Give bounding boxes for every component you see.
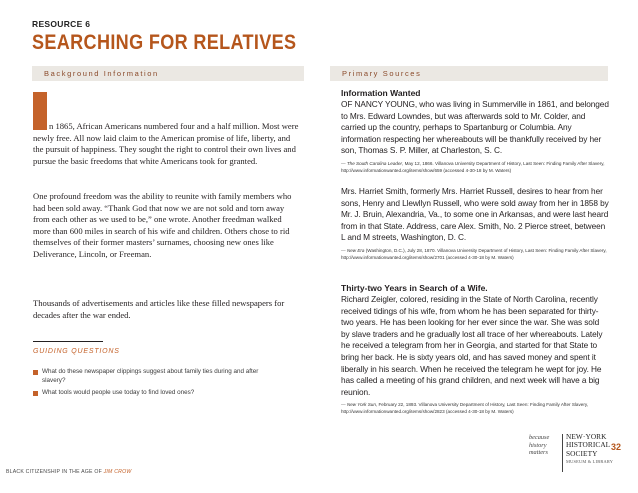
source-text: Richard Zeigler, colored, residing in the State of North Carolina, recently received tidings of his wife, from whom he has been separated for thirty-two years. He has been looking for her ever since the war. She was sold by slave traders and he gradually lost all trace of her whereabouts. Lately he received a telegram from her in Georgia, and started for that State to bring her back. He is sixty years old, and has saved money and spent it liberally in his search. When he received the telegram he wept for joy. He has called a meeting of his grand children, and next week will have a big reunion.	[341, 294, 603, 397]
background-information-header: Background Information	[32, 66, 304, 81]
advertisements-paragraph: Thousands of advertisements and articles like these filled newspapers for decades after the war ended.	[33, 298, 285, 320]
source-zeigler	[341, 283, 609, 416]
reunion-paragraph: One profound freedom was the ability to reunite with family members who had been sold away. “Thank God that now we are not sold and torn away from each other as we used to be,” one wrote. Another freedman walked more than 600 miles in search of his wife and children. Others chose to rid themselves of their former masters’ surnames, choosing new ones like Deliverance, Lincoln, or Freeman.	[33, 191, 292, 259]
source-heading: Information Wanted	[341, 88, 421, 98]
divider	[33, 341, 103, 342]
guiding-questions-title: GUIDING QUESTIONS	[33, 348, 120, 355]
source-text: OF NANCY YOUNG, who was living in Summerville in 1861, and belonged to Mrs. Edward Lowndes, but was afterwards sold to Mr. Colder, and carried up the country, perhaps to Spartanburg or Columbia. Any information respecting her whereabouts will be thankfully received by her son, Thomas S. P. Miller, at Charleston, S. C.	[341, 99, 609, 156]
source-smith	[341, 186, 609, 262]
intro-paragraph: I n 1865, African Americans numbered four and a half million. Most were newly free. All now laid claim to the American promise of life, liberty, and the pursuit of happiness. They sought the right to control their own lives and pursue the basic freedoms that white Americans took for granted.	[33, 121, 299, 166]
guiding-question: What do these newspaper clippings suggest about family ties during and after slavery?	[33, 367, 283, 386]
nyhs-logo: NEW·YORK HISTORICAL SOCIETY MUSEUM & LIBRARY	[566, 432, 614, 464]
guiding-question: What tools would people use today to find loved ones?	[33, 388, 283, 397]
logo-divider	[562, 434, 563, 472]
square-bullet-icon	[33, 370, 38, 375]
drop-cap-letter: I	[33, 121, 36, 131]
page-title: SEARCHING FOR RELATIVES	[32, 31, 297, 54]
source-text: Mrs. Harriet Smith, formerly Mrs. Harriet Russell, desires to hear from her sons, Henry and Llewllyn Russell, who were sold away from her in 1858 by Mr. J. Bruin, Alexandria, Va., to some one in Arkansas, and were last heard from in that State. Address, care Alex. Smith, No. 2 Pierce street, between L and M streets, Washington, D. C.	[341, 186, 609, 243]
source-young	[341, 88, 609, 175]
square-bullet-icon	[33, 391, 38, 396]
source-citation: — New York Sun, February 22, 1893. Villanova University Department of History, Last Seen: Finding Family After Slavery, http://www.informationwanted.org/items/show/2823 (accessed 4-30-18 by M. Waters)	[341, 402, 589, 415]
series-title: BLACK CITIZENSHIP IN THE AGE OF JIM CROW	[6, 469, 132, 475]
source-citation: — The South Carolina Leader, May 12, 1866. Villanova University Department of History, Last Seen: Finding Family After Slavery, http://www.informationwanted.org/items/show/659 (accessed 4-30-18 by M. Waters)	[341, 160, 605, 173]
resource-label: RESOURCE 6	[32, 19, 91, 29]
tagline: because history matters	[529, 434, 550, 457]
source-citation: — New Era (Washington, D.C.), July 28, 1870. Villanova University Department of History, Last Seen: Finding Family After Slavery, http://www.informationwanted.org/items/show/2701 (accessed 4-30-18 by M. Waters)	[341, 247, 607, 260]
source-heading: Thirty-two Years in Search of a Wife.	[341, 283, 488, 293]
page-number: 32	[611, 442, 622, 452]
primary-sources-header: Primary Sources	[330, 66, 608, 81]
